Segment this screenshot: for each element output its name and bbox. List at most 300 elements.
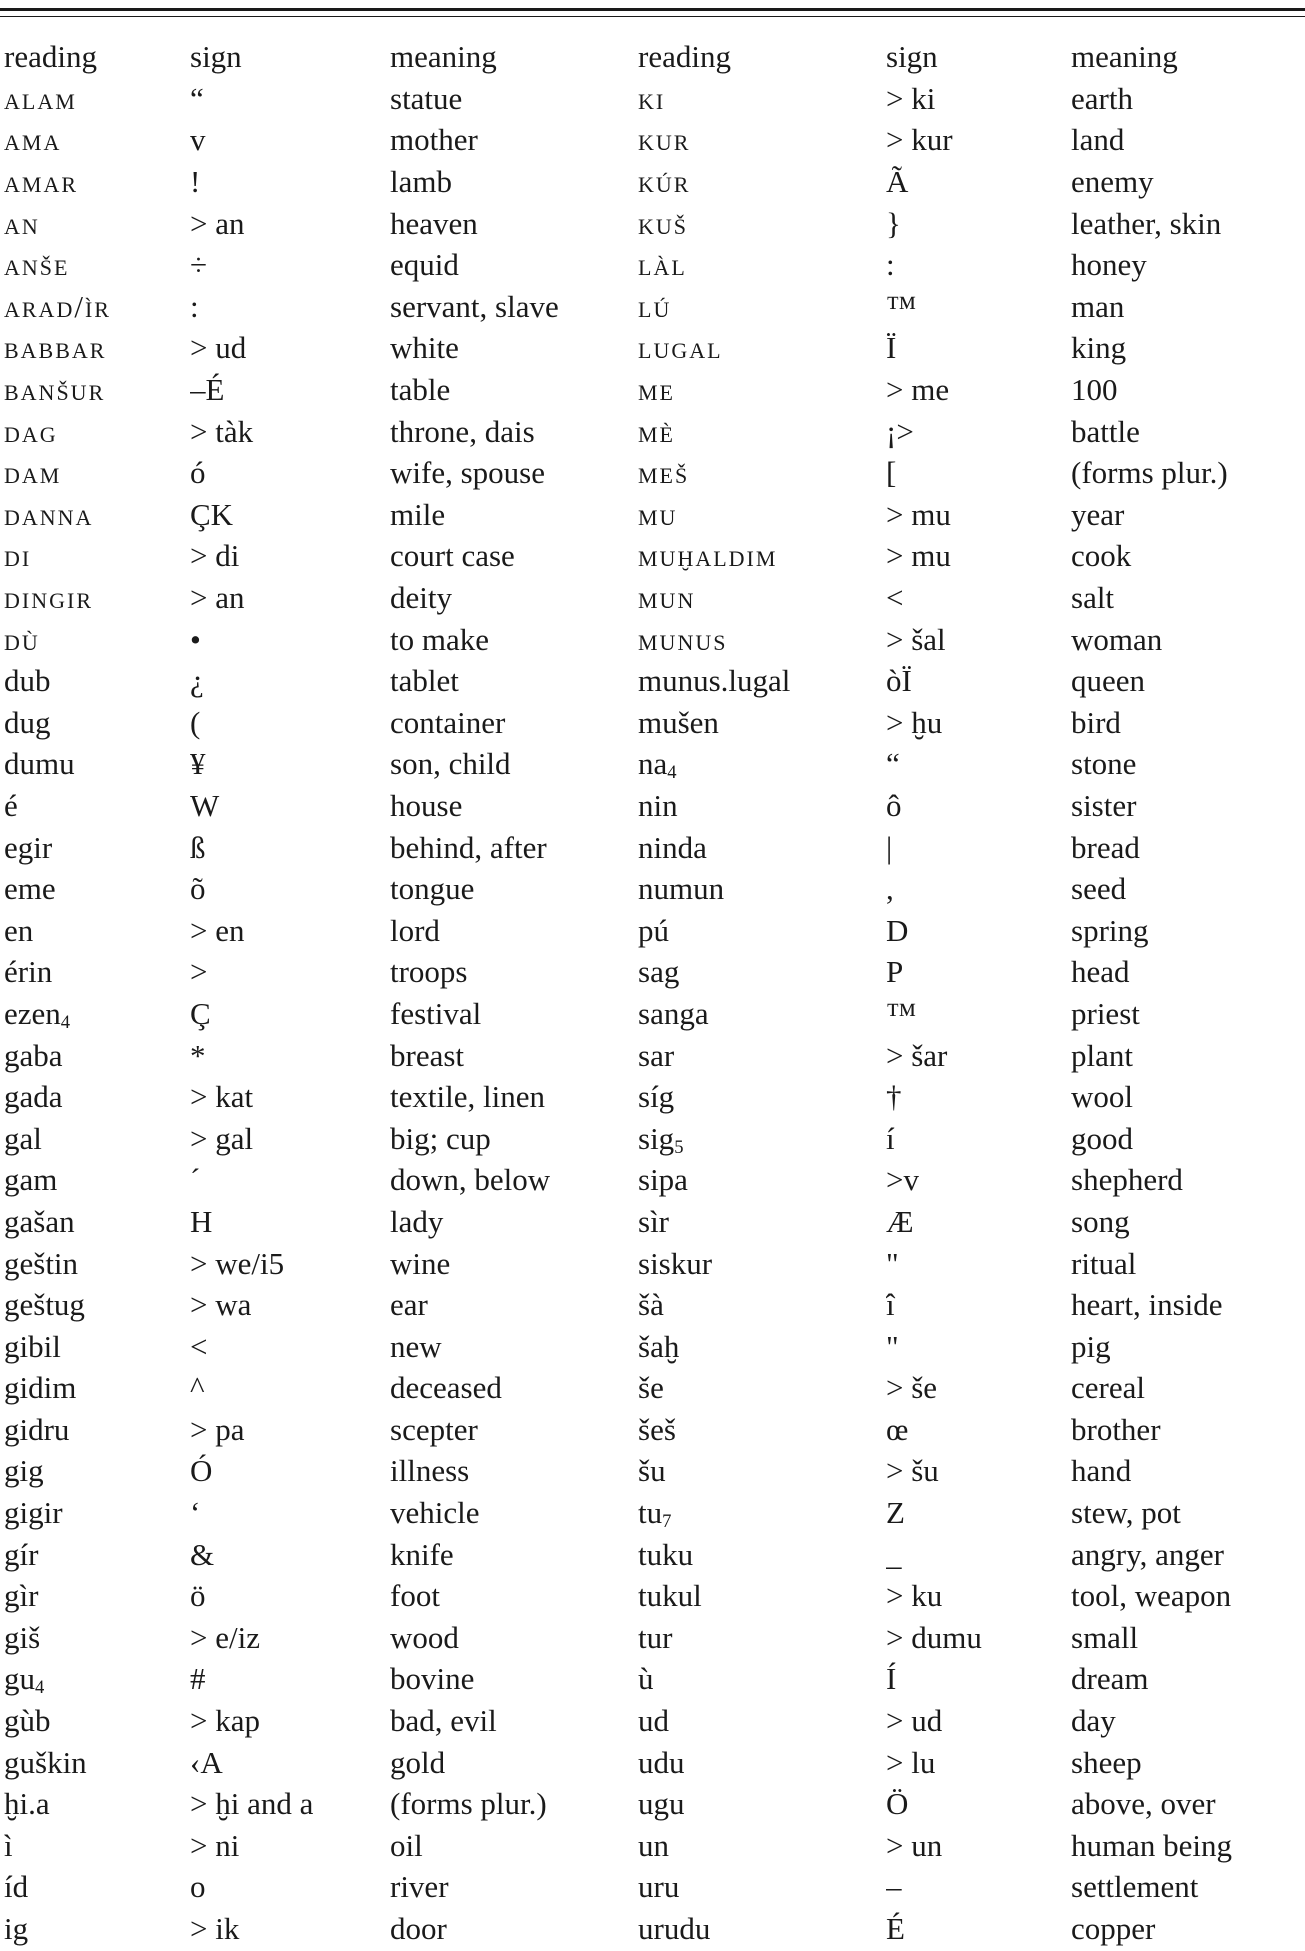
reading-cell	[4, 1908, 190, 1950]
table-row	[4, 1866, 1294, 1908]
reading-cell	[638, 660, 886, 702]
reading-text: mè	[638, 413, 675, 449]
table-row	[4, 1908, 1294, 1950]
meaning-cell: textile, linen	[390, 1079, 545, 1115]
reading-text: ig	[4, 1911, 29, 1947]
table-row	[4, 1284, 1294, 1326]
sign-cell: > me	[886, 372, 950, 408]
meaning-cell: enemy	[1071, 164, 1154, 200]
sign-cell: Ó	[190, 1453, 213, 1489]
sign-cell: ÇK	[190, 496, 234, 532]
reading-cell	[638, 78, 886, 120]
table-row	[4, 826, 1294, 868]
sign-cell: *	[190, 1037, 206, 1073]
reading-cell	[4, 951, 190, 993]
table-row	[4, 161, 1294, 203]
reading-cell	[4, 1034, 190, 1076]
reading-cell	[638, 1866, 886, 1908]
sign-cell: > kap	[190, 1703, 260, 1739]
reading-text: egir	[4, 829, 53, 865]
meaning-cell: heart, inside	[1071, 1287, 1223, 1323]
meaning-cell: festival	[390, 995, 482, 1031]
meaning-cell: woman	[1071, 621, 1163, 657]
reading-text: mušen	[638, 704, 719, 740]
meaning-cell: bad, evil	[390, 1703, 497, 1739]
sign-cell: Ç	[190, 995, 211, 1031]
reading-text: tuku	[638, 1536, 694, 1572]
table-row	[4, 1700, 1294, 1742]
meaning-cell: wood	[390, 1619, 459, 1655]
reading-cell	[638, 951, 886, 993]
reading-cell	[638, 535, 886, 577]
reading-text: na	[638, 746, 668, 782]
sign-cell: >	[190, 954, 208, 990]
meaning-cell: dream	[1071, 1661, 1149, 1697]
reading-text: gidru	[4, 1411, 70, 1447]
table-row	[4, 1617, 1294, 1659]
sign-cell: > an	[190, 205, 245, 241]
table-row	[4, 494, 1294, 536]
sign-cell: ¡>	[886, 413, 914, 449]
meaning-cell: cook	[1071, 538, 1132, 574]
sign-cell: > še	[886, 1370, 938, 1406]
reading-text: lugal	[638, 330, 723, 366]
reading-text: síg	[638, 1079, 675, 1115]
reading-text: an	[4, 205, 40, 241]
header-reading: reading	[4, 39, 97, 75]
meaning-cell: sister	[1071, 787, 1137, 823]
reading-text: dug	[4, 704, 51, 740]
meaning-cell: son, child	[390, 746, 511, 782]
reading-text: gašan	[4, 1203, 75, 1239]
reading-text: gal	[4, 1120, 42, 1156]
meaning-cell: stone	[1071, 746, 1137, 782]
sign-cell: #	[190, 1661, 206, 1697]
meaning-cell: behind, after	[390, 829, 547, 865]
table-row	[4, 369, 1294, 411]
reading-text: munus.lugal	[638, 663, 791, 699]
meaning-cell: 100	[1071, 372, 1118, 408]
meaning-cell: court case	[390, 538, 515, 574]
reading-text: meš	[638, 455, 690, 491]
reading-cell	[4, 1741, 190, 1783]
reading-text: sanga	[638, 995, 709, 1031]
reading-cell	[4, 702, 190, 744]
sign-cell: > ku	[886, 1578, 943, 1614]
meaning-cell: table	[390, 372, 451, 408]
header-meaning: meaning	[390, 39, 497, 75]
sign-cell: > en	[190, 912, 245, 948]
table-row	[4, 1034, 1294, 1076]
meaning-cell: gold	[390, 1744, 446, 1780]
reading-cell	[4, 1325, 190, 1367]
sign-cell: D	[886, 912, 909, 948]
table-row	[4, 1242, 1294, 1284]
meaning-cell: river	[390, 1869, 449, 1905]
meaning-cell: wife, spouse	[390, 455, 545, 491]
reading-text: gu	[4, 1661, 35, 1697]
meaning-cell: oil	[390, 1827, 423, 1863]
sign-cell: “	[190, 80, 204, 116]
sign-cell: í	[886, 1120, 895, 1156]
reading-text: dingir	[4, 580, 93, 616]
sign-cell: o	[190, 1869, 206, 1905]
sign-cell: :	[190, 288, 199, 324]
sign-cell: ^	[190, 1370, 205, 1406]
meaning-cell: song	[1071, 1203, 1130, 1239]
sign-cell: Ï	[886, 330, 897, 366]
reading-subscript: 7	[662, 1511, 672, 1533]
reading-cell	[4, 1284, 190, 1326]
reading-text: pú	[638, 912, 669, 948]
reading-cell	[4, 1242, 190, 1284]
meaning-cell: throne, dais	[390, 413, 535, 449]
reading-text: muḫaldim	[638, 538, 778, 574]
sign-cell: > e/iz	[190, 1619, 260, 1655]
reading-cell	[638, 369, 886, 411]
meaning-cell: angry, anger	[1071, 1536, 1224, 1572]
meaning-cell: salt	[1071, 580, 1115, 616]
meaning-cell: small	[1071, 1619, 1139, 1655]
top-rule-thin	[0, 16, 1305, 17]
reading-text: amar	[4, 164, 79, 200]
reading-cell	[4, 78, 190, 120]
reading-cell	[4, 826, 190, 868]
sign-cell: •	[190, 621, 201, 657]
reading-text: mun	[638, 580, 696, 616]
reading-text: gaba	[4, 1037, 63, 1073]
table-row	[4, 1741, 1294, 1783]
sign-cell: W	[190, 787, 220, 823]
header-sign: sign	[190, 39, 242, 75]
reading-cell	[638, 1700, 886, 1742]
sign-cell: > mu	[886, 538, 951, 574]
sign-cell: ¿	[190, 663, 204, 699]
reading-text: gír	[4, 1536, 39, 1572]
table-row	[4, 535, 1294, 577]
reading-text: lú	[638, 288, 672, 324]
reading-cell	[638, 826, 886, 868]
sign-cell: > ni	[190, 1827, 240, 1863]
reading-cell	[4, 244, 190, 286]
table-row	[4, 660, 1294, 702]
meaning-cell: vehicle	[390, 1495, 480, 1531]
sign-cell: > ud	[190, 330, 247, 366]
meaning-cell: equid	[390, 247, 459, 283]
reading-cell	[4, 1658, 190, 1700]
table-row	[4, 410, 1294, 452]
reading-text: dub	[4, 663, 51, 699]
meaning-cell: brother	[1071, 1411, 1161, 1447]
reading-text: en	[4, 912, 34, 948]
table-row	[4, 868, 1294, 910]
sign-cell: Í	[886, 1661, 897, 1697]
reading-text: sìr	[638, 1203, 669, 1239]
table-row	[4, 452, 1294, 494]
sign-cell: &	[190, 1536, 215, 1572]
meaning-cell: deceased	[390, 1370, 502, 1406]
table-row	[4, 1783, 1294, 1825]
meaning-cell: man	[1071, 288, 1125, 324]
reading-subscript: 4	[60, 1011, 71, 1033]
reading-cell	[638, 1159, 886, 1201]
reading-text: dumu	[4, 746, 75, 782]
meaning-cell: deity	[390, 580, 452, 616]
reading-text: gam	[4, 1162, 58, 1198]
reading-text: gigir	[4, 1495, 63, 1531]
meaning-cell: tool, weapon	[1071, 1578, 1232, 1614]
sign-cell: ‘	[190, 1495, 201, 1531]
sign-cell: ô	[886, 787, 902, 823]
reading-text: mu	[638, 496, 678, 532]
sign-cell: –	[886, 1869, 902, 1905]
sign-cell: >v	[886, 1162, 919, 1198]
meaning-cell: wool	[1071, 1079, 1133, 1115]
reading-cell	[4, 577, 190, 619]
reading-cell	[638, 1117, 886, 1159]
table-row	[4, 577, 1294, 619]
meaning-cell: ear	[390, 1287, 428, 1323]
header-row	[4, 36, 1294, 78]
meaning-cell: lord	[390, 912, 440, 948]
sign-cell: :	[886, 247, 895, 283]
header-reading: reading	[638, 39, 731, 75]
reading-cell	[4, 1492, 190, 1534]
sign-cell: > ḫi and a	[190, 1786, 314, 1822]
reading-cell	[4, 1117, 190, 1159]
reading-cell	[638, 286, 886, 328]
table-row	[4, 327, 1294, 369]
meaning-cell: foot	[390, 1578, 440, 1614]
meaning-cell: bread	[1071, 829, 1140, 865]
reading-text: tukul	[638, 1578, 702, 1614]
reading-text: eme	[4, 871, 56, 907]
sign-cell: > un	[886, 1827, 943, 1863]
reading-cell	[4, 1076, 190, 1118]
meaning-cell: bird	[1071, 704, 1121, 740]
sign-cell: [	[886, 455, 897, 491]
reading-cell	[638, 1783, 886, 1825]
reading-cell	[4, 494, 190, 536]
reading-text: tu	[638, 1495, 663, 1531]
reading-text: arad/ìr	[4, 288, 111, 324]
table-row	[4, 951, 1294, 993]
reading-text: gig	[4, 1453, 44, 1489]
meaning-cell: troops	[390, 954, 468, 990]
table-row	[4, 1409, 1294, 1451]
reading-cell	[4, 410, 190, 452]
reading-cell	[4, 909, 190, 951]
reading-text: kuš	[638, 205, 689, 241]
reading-cell	[638, 1825, 886, 1867]
reading-text: ì	[4, 1827, 13, 1863]
table-row	[4, 993, 1294, 1035]
reading-cell	[638, 1492, 886, 1534]
table-row	[4, 78, 1294, 120]
sign-cell: > pa	[190, 1411, 245, 1447]
reading-cell	[4, 868, 190, 910]
sign-cell: õ	[190, 871, 206, 907]
reading-cell	[4, 452, 190, 494]
table-row	[4, 1117, 1294, 1159]
reading-cell	[638, 909, 886, 951]
header-sign: sign	[886, 39, 938, 75]
meaning-cell: leather, skin	[1071, 205, 1222, 241]
reading-text: ezen	[4, 995, 61, 1031]
reading-cell	[638, 161, 886, 203]
sign-cell: Z	[886, 1495, 905, 1531]
reading-text: sipa	[638, 1162, 688, 1198]
reading-text: gidim	[4, 1370, 77, 1406]
reading-cell	[4, 1617, 190, 1659]
reading-text: giš	[4, 1619, 41, 1655]
meaning-cell: human being	[1071, 1827, 1232, 1863]
meaning-cell: white	[390, 330, 459, 366]
sign-cell: Ö	[886, 1786, 909, 1822]
meaning-cell: (forms plur.)	[1071, 455, 1228, 491]
reading-text: ù	[638, 1661, 654, 1697]
sign-cell: > lu	[886, 1744, 936, 1780]
sign-cell: ™	[886, 995, 917, 1031]
sign-cell: _	[886, 1536, 902, 1572]
table-row	[4, 618, 1294, 660]
reading-cell	[4, 785, 190, 827]
sign-cell: !	[190, 164, 201, 200]
sign-cell: > we/i5	[190, 1245, 285, 1281]
reading-cell	[4, 1159, 190, 1201]
reading-cell	[638, 993, 886, 1035]
reading-text: šeš	[638, 1411, 676, 1447]
reading-cell	[638, 1658, 886, 1700]
sign-cell: > mu	[886, 496, 951, 532]
reading-text: un	[638, 1827, 669, 1863]
sign-cell: <	[886, 580, 904, 616]
reading-cell	[638, 452, 886, 494]
sign-cell: > an	[190, 580, 245, 616]
meaning-cell: year	[1071, 496, 1125, 532]
reading-cell	[4, 1866, 190, 1908]
meaning-cell: scepter	[390, 1411, 478, 1447]
table-row	[4, 702, 1294, 744]
reading-cell	[4, 535, 190, 577]
reading-cell	[638, 785, 886, 827]
meaning-cell: down, below	[390, 1162, 551, 1198]
reading-text: šà	[638, 1287, 664, 1323]
reading-cell	[4, 743, 190, 785]
sign-cell: î	[886, 1287, 895, 1323]
sign-cell: > tàk	[190, 413, 254, 449]
table-row	[4, 785, 1294, 827]
reading-text: ugu	[638, 1786, 685, 1822]
meaning-cell: shepherd	[1071, 1162, 1183, 1198]
reading-cell	[638, 702, 886, 744]
reading-text: kúr	[638, 164, 691, 200]
meaning-cell: knife	[390, 1536, 454, 1572]
sign-cell: > kur	[886, 122, 953, 158]
reading-text: munus	[638, 621, 728, 657]
table-row	[4, 909, 1294, 951]
sign-cell: ´	[190, 1162, 201, 1198]
reading-text: kur	[638, 122, 691, 158]
reading-text: làl	[638, 247, 687, 283]
meaning-cell: mile	[390, 496, 446, 532]
reading-text: di	[4, 538, 32, 574]
reading-cell	[638, 1367, 886, 1409]
reading-cell	[638, 494, 886, 536]
meaning-cell: good	[1071, 1120, 1133, 1156]
reading-text: gibil	[4, 1328, 61, 1364]
sign-cell: > šal	[886, 621, 946, 657]
meaning-cell: servant, slave	[390, 288, 559, 324]
reading-text: gada	[4, 1079, 63, 1115]
table-row	[4, 119, 1294, 161]
reading-text: me	[638, 372, 675, 408]
meaning-cell: seed	[1071, 871, 1127, 907]
reading-text: dam	[4, 455, 62, 491]
meaning-cell: spring	[1071, 912, 1149, 948]
reading-text: íd	[4, 1869, 29, 1905]
sign-cell: œ	[886, 1411, 909, 1447]
reading-cell	[638, 1908, 886, 1950]
meaning-cell: hand	[1071, 1453, 1132, 1489]
meaning-cell: container	[390, 704, 506, 740]
sign-cell: ™	[886, 288, 917, 324]
reading-text: alam	[4, 80, 77, 116]
reading-cell	[638, 119, 886, 161]
meaning-cell: (forms plur.)	[390, 1786, 547, 1822]
reading-text: dag	[4, 413, 58, 449]
reading-text: ninda	[638, 829, 707, 865]
meaning-cell: settlement	[1071, 1869, 1199, 1905]
sign-cell: òÏ	[886, 663, 912, 699]
sign-cell: ‹A	[190, 1744, 223, 1780]
reading-text: numun	[638, 871, 725, 907]
sign-cell: ,	[886, 871, 894, 907]
reading-text: guškin	[4, 1744, 87, 1780]
reading-cell	[638, 1201, 886, 1243]
sign-cell: > di	[190, 538, 240, 574]
sign-cell: "	[886, 1328, 899, 1364]
sign-cell: ¥	[190, 746, 206, 782]
meaning-cell: door	[390, 1911, 447, 1947]
meaning-cell: land	[1071, 122, 1125, 158]
reading-text: geštin	[4, 1245, 79, 1281]
meaning-cell: day	[1071, 1703, 1116, 1739]
table-row	[4, 202, 1294, 244]
reading-cell	[638, 202, 886, 244]
reading-cell	[4, 1783, 190, 1825]
meaning-cell: copper	[1071, 1911, 1156, 1947]
sign-cell: > dumu	[886, 1619, 982, 1655]
sign-cell: "	[886, 1245, 899, 1281]
table-row	[4, 1492, 1294, 1534]
meaning-cell: wine	[390, 1245, 451, 1281]
sign-cell: > kat	[190, 1079, 254, 1115]
reading-text: tur	[638, 1619, 673, 1655]
reading-cell	[4, 369, 190, 411]
meaning-cell: head	[1071, 954, 1130, 990]
reading-cell	[638, 618, 886, 660]
meaning-cell: above, over	[1071, 1786, 1216, 1822]
sign-cell: (	[190, 704, 201, 740]
reading-text: banšur	[4, 372, 106, 408]
reading-cell	[4, 161, 190, 203]
reading-cell	[638, 410, 886, 452]
reading-text: ḫi.a	[4, 1786, 50, 1822]
reading-text: nin	[638, 787, 678, 823]
reading-cell	[638, 1575, 886, 1617]
meaning-cell: mother	[390, 122, 478, 158]
